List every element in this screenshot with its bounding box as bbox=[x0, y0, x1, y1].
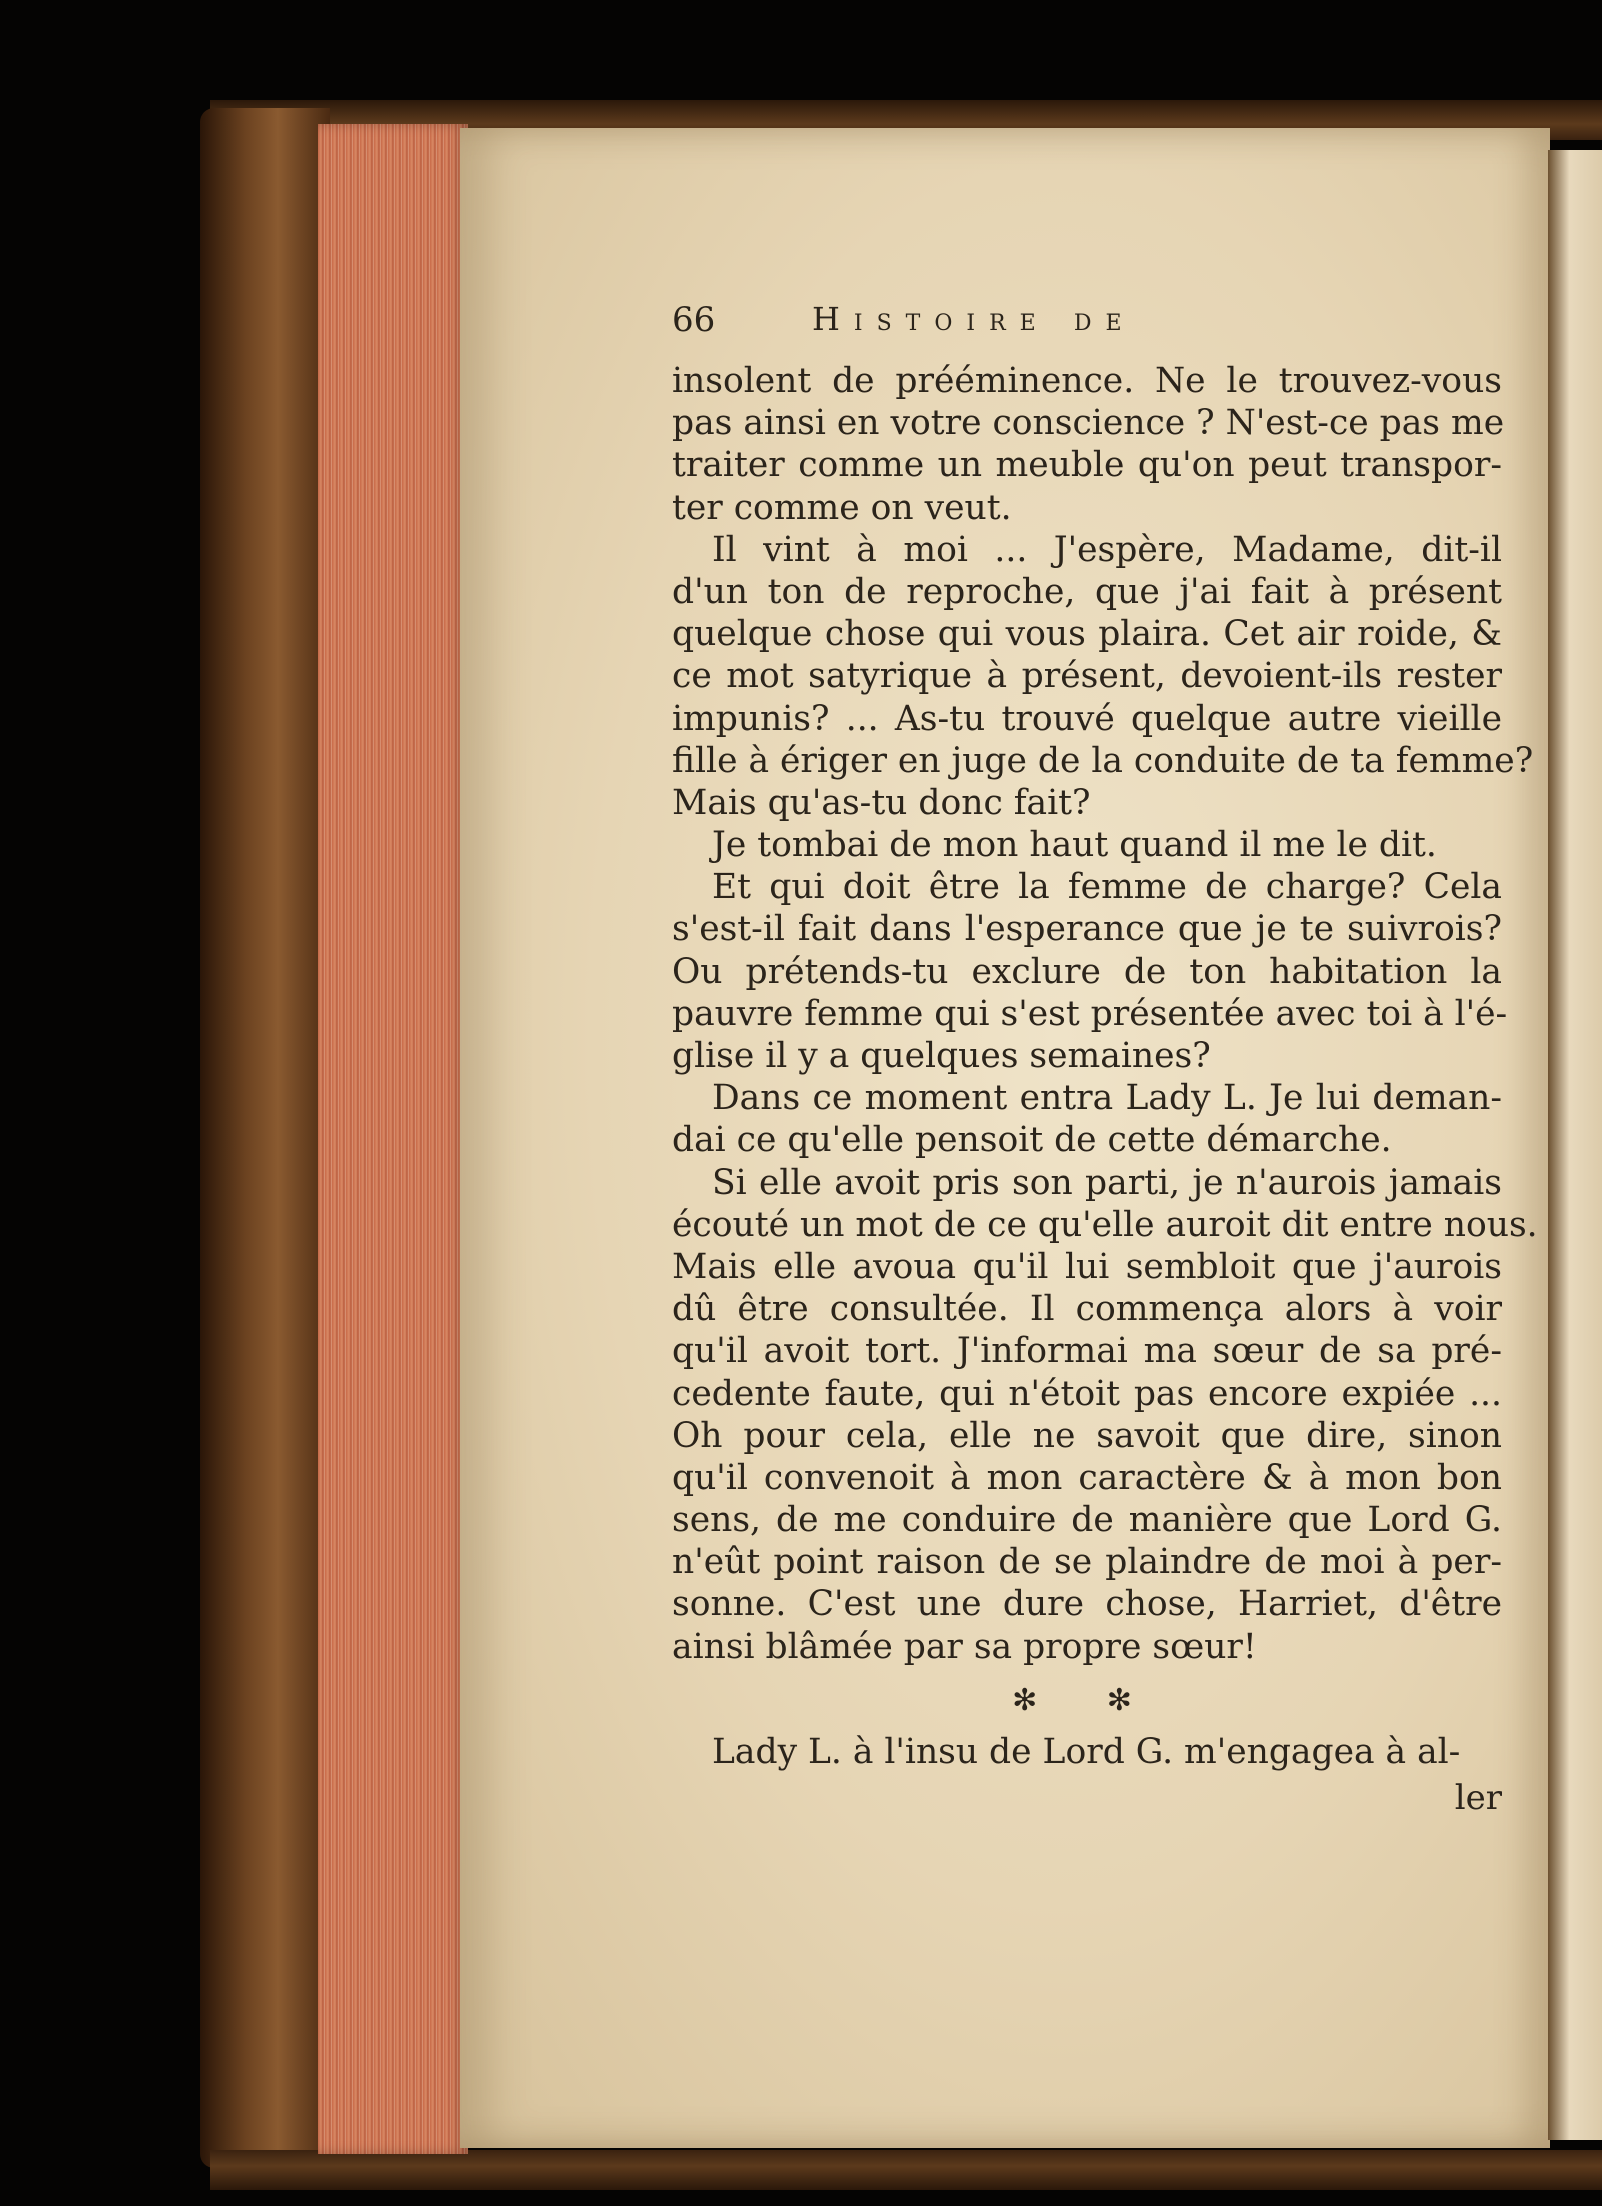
text-line: qu'il convenoit à mon caractère & à mon bon bbox=[672, 1457, 1502, 1498]
text-line: ce mot satyrique à présent, devoient-ils rester bbox=[672, 656, 1502, 697]
text-line: Oh pour cela, elle ne savoit que dire, sinon bbox=[672, 1415, 1502, 1456]
text-line: Dans ce moment entra Lady L. Je lui deman- bbox=[712, 1078, 1502, 1119]
text-line: n'eût point raison de se plaindre de moi à per- bbox=[672, 1542, 1502, 1583]
text-line: Je tombai de mon haut quand il me le dit. bbox=[712, 825, 1437, 866]
text-line: Et qui doit être la femme de charge? Cela bbox=[712, 867, 1502, 908]
text-line: quelque chose qui vous plaira. Cet air roide, & bbox=[672, 614, 1502, 655]
section-separator: ✻ ✻ bbox=[1012, 1682, 1162, 1718]
text-line: pauvre femme qui s'est présentée avec toi à l'é- bbox=[672, 993, 1508, 1034]
page-edges bbox=[318, 124, 468, 2154]
text-line: traiter comme un meuble qu'on peut transpor- bbox=[672, 445, 1502, 486]
text-line: ainsi blâmée par sa propre sœur! bbox=[672, 1626, 1257, 1667]
text-line: impunis? ... As-tu trouvé quelque autre vieille bbox=[672, 698, 1502, 739]
page-text bbox=[672, 300, 1538, 1820]
text-line: écouté un mot de ce qu'elle auroit dit entre nous. bbox=[672, 1204, 1538, 1245]
text-line: sonne. C'est une dure chose, Harriet, d'être bbox=[672, 1584, 1502, 1625]
text-line: Si elle avoit pris son parti, je n'aurois jamais bbox=[712, 1162, 1502, 1203]
text-line: fille à ériger en juge de la conduite de ta femme? bbox=[672, 740, 1534, 781]
text-line: pas ainsi en votre conscience ? N'est-ce pas me bbox=[672, 403, 1505, 444]
facing-page-edge bbox=[1548, 150, 1602, 2140]
text-line: dai ce qu'elle pensoit de cette démarche. bbox=[672, 1120, 1392, 1161]
text-line: dû être consultée. Il commença alors à voir bbox=[672, 1289, 1502, 1330]
book-cover-bottom bbox=[210, 2150, 1602, 2190]
text-line: insolent de prééminence. Ne le trouvez-vous bbox=[672, 361, 1502, 401]
text-line: ter comme on veut. bbox=[672, 487, 1012, 528]
text-line: Lady L. à l'insu de Lord G. m'engagea à al- bbox=[712, 1731, 1461, 1772]
catchword: ler bbox=[1454, 1777, 1502, 1818]
text-line: s'est-il fait dans l'esperance que je te suivrois? bbox=[672, 909, 1502, 950]
text-line: Mais qu'as-tu donc fait? bbox=[672, 782, 1091, 823]
text-line: qu'il avoit tort. J'informai ma sœur de sa pré- bbox=[672, 1331, 1502, 1372]
running-head bbox=[672, 300, 1502, 360]
book-cover-spine bbox=[200, 108, 330, 2168]
text-line: sens, de me conduire de manière que Lord G. bbox=[672, 1500, 1502, 1541]
text-line: glise il y a quelques semaines? bbox=[672, 1036, 1211, 1076]
running-title: Histoire de bbox=[812, 300, 1136, 338]
text-line: d'un ton de reproche, que j'ai fait à présent bbox=[672, 571, 1502, 612]
page-number: 66 bbox=[672, 300, 716, 340]
text-line: Il vint à moi ... J'espère, Madame, dit-il bbox=[712, 529, 1502, 570]
text-line: cedente faute, qui n'étoit pas encore expiée ... bbox=[672, 1373, 1502, 1414]
text-line: Ou prétends-tu exclure de ton habitation la bbox=[672, 951, 1502, 992]
text-line: Mais elle avoua qu'il lui sembloit que j'aurois bbox=[672, 1246, 1502, 1287]
